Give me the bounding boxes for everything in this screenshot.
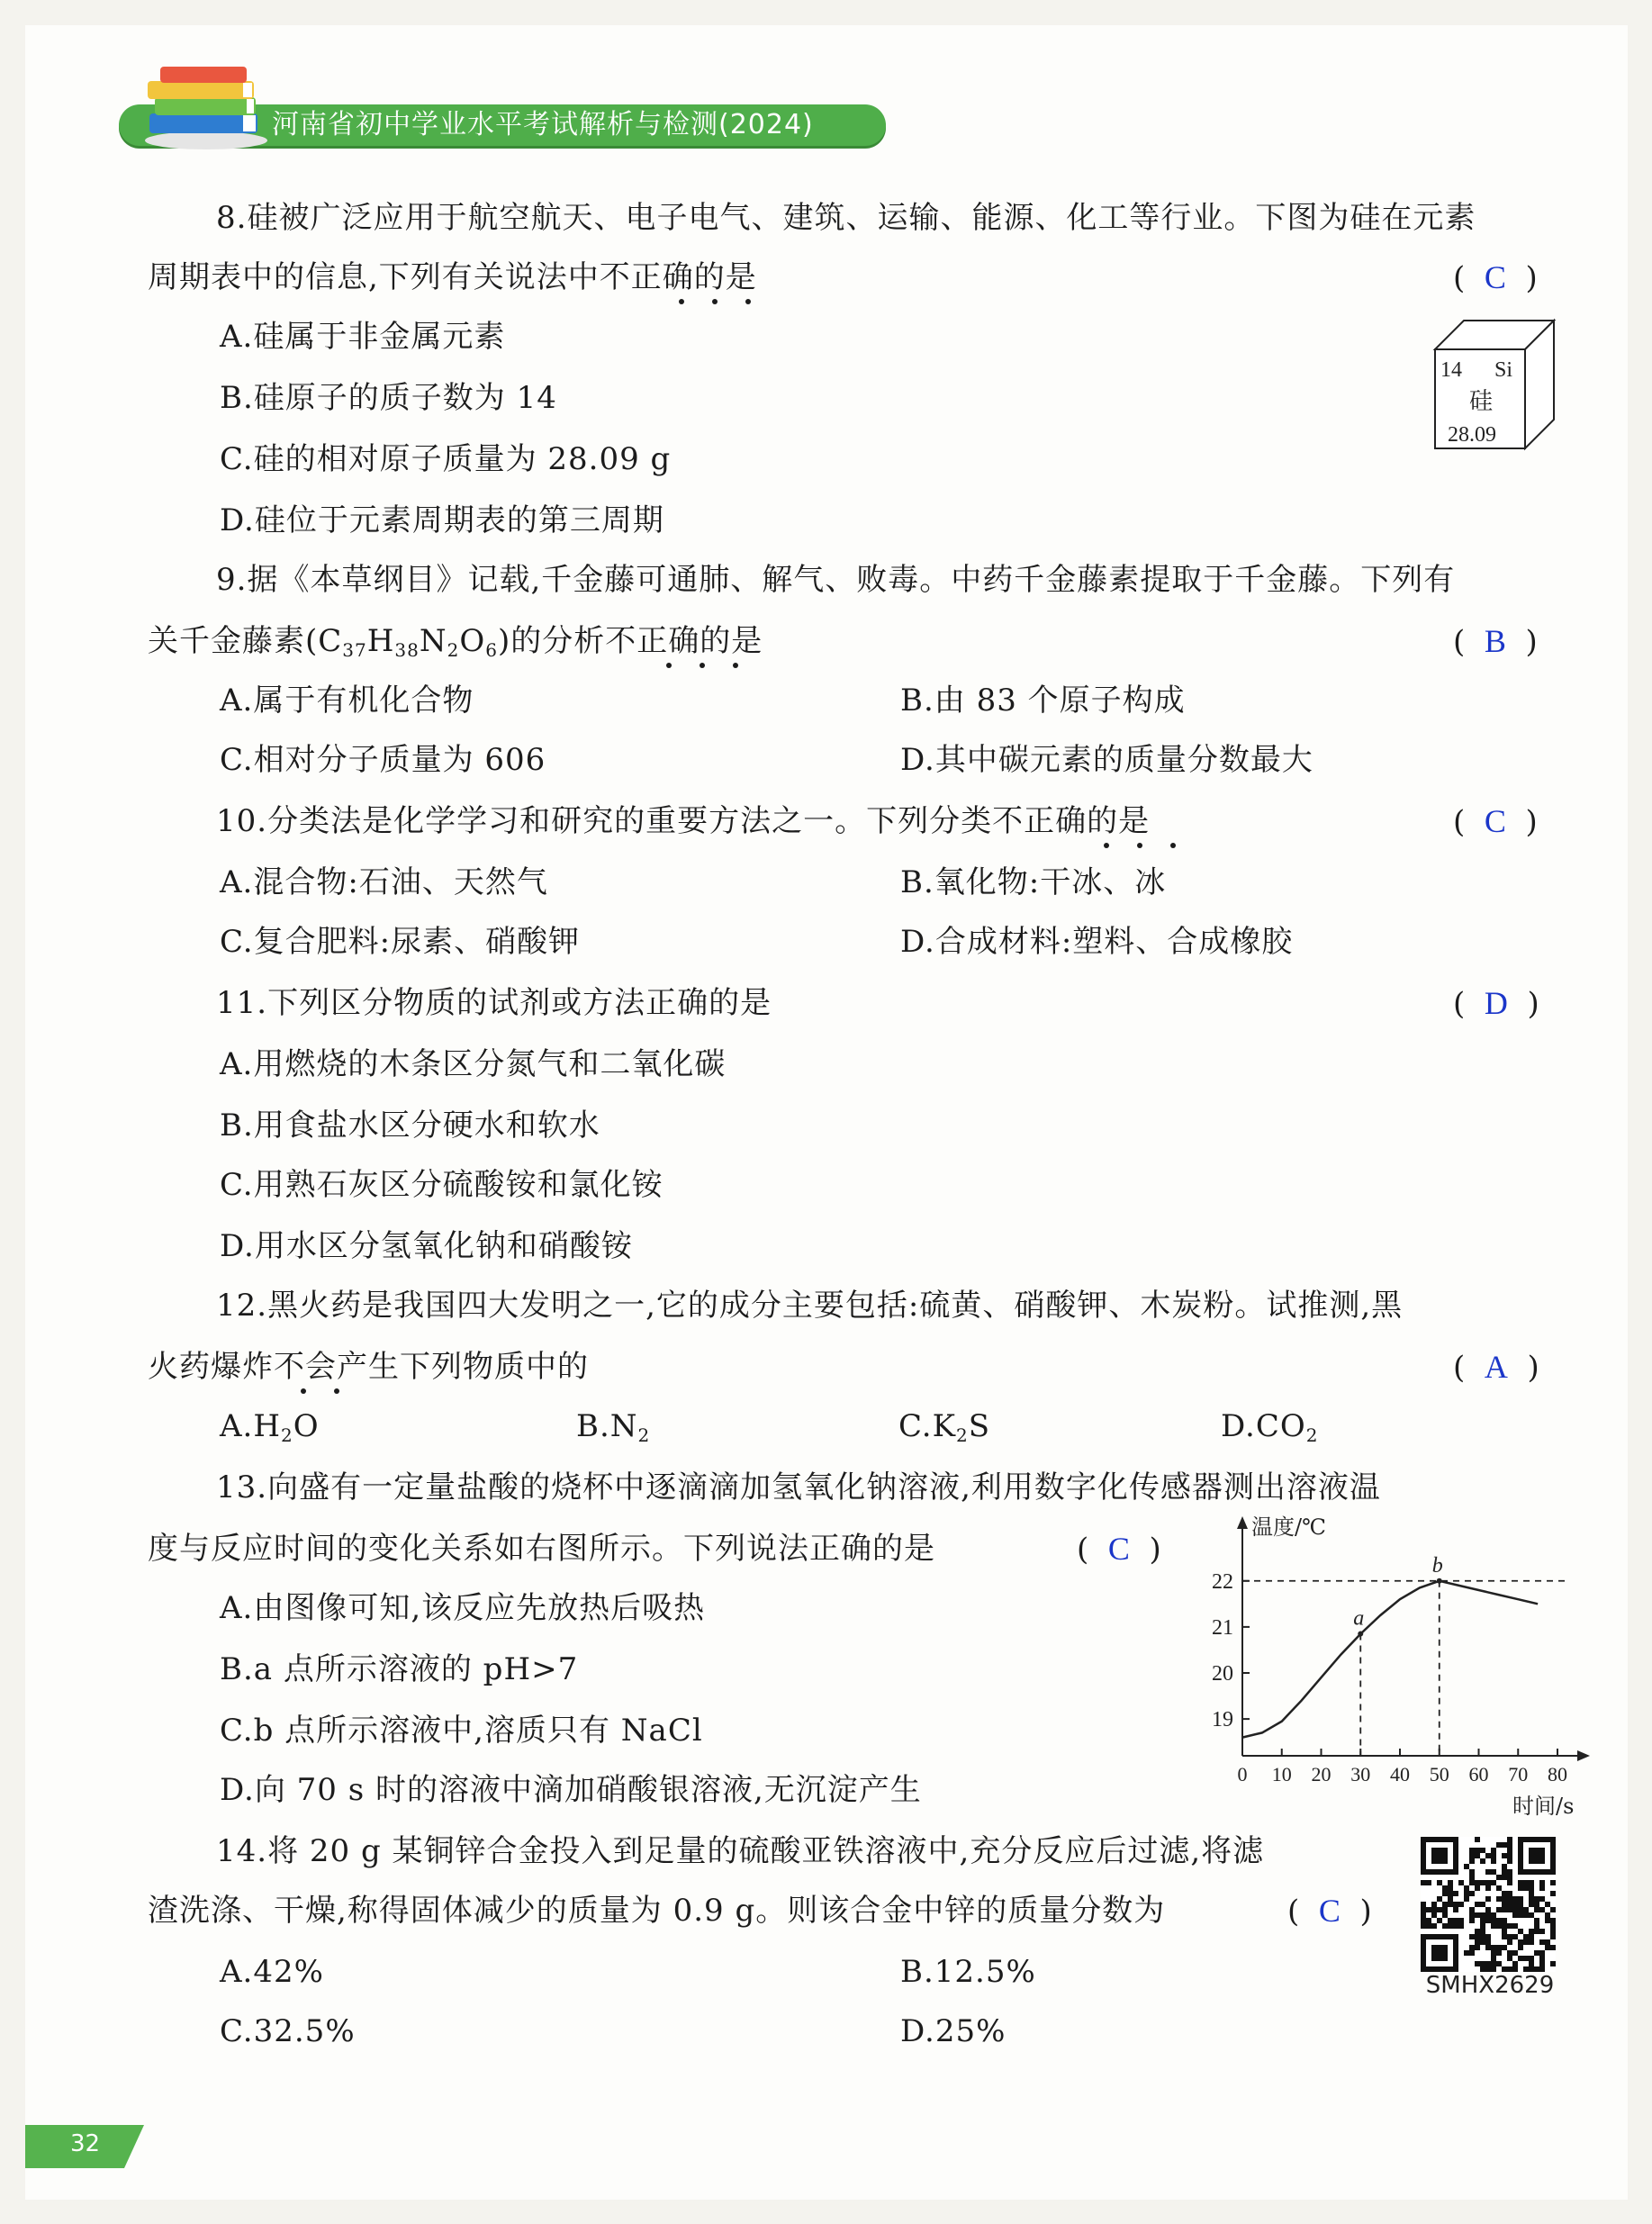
q14-stem-line-1: 14.将 20 g 某铜锌合金投入到足量的硫酸亚铁溶液中,充分反应后过滤,将滤 <box>216 1833 1265 1869</box>
point-marker <box>1437 1578 1442 1584</box>
q11-option-b: B.用食盐水区分硬水和软水 <box>220 1107 600 1144</box>
q10-option-d: D.合成材料:塑料、合成橡胶 <box>900 924 1294 960</box>
emphasis-dot <box>1104 843 1109 848</box>
x-tick-label: 30 <box>1350 1763 1371 1786</box>
element-mass: 28.09 <box>1448 423 1496 447</box>
q13-answer: ( C ) <box>1077 1531 1161 1568</box>
q9-sub-n: 2 <box>447 639 460 661</box>
point-label: a <box>1353 1606 1365 1631</box>
q9-sub-c: 37 <box>342 639 367 661</box>
q9-sub-h: 38 <box>394 639 420 661</box>
q9-option-b: B.由 83 个原子构成 <box>900 683 1186 719</box>
q12-stem-line-2: 火药爆炸不会产生下列物质中的 <box>148 1349 589 1385</box>
x-tick-label: 40 <box>1390 1763 1410 1786</box>
q13-option-d: D.向 70 s 时的溶液中滴加硝酸银溶液,无沉淀产生 <box>220 1772 922 1808</box>
q8-stem-line-2: 周期表中的信息,下列有关说法中不正确的是 <box>148 259 757 295</box>
periodic-element-box <box>1431 317 1557 452</box>
q12-option-c <box>898 1406 990 1446</box>
q12-a-text: A.H <box>220 1408 282 1444</box>
q10-answer: ( C ) <box>1453 803 1538 840</box>
q10-answer-letter: C <box>1484 803 1506 839</box>
emphasis-dot <box>712 299 718 304</box>
emphasis-dot <box>1137 843 1142 848</box>
emphasis-dot <box>334 1388 339 1394</box>
q12-c-end: S <box>968 1408 991 1444</box>
y-tick-label: 19 <box>1212 1708 1233 1732</box>
q14-option-c: C.32.5% <box>220 2013 356 2049</box>
q14-option-a: A.42% <box>220 1954 324 1990</box>
temperature-time-chart <box>1188 1513 1593 1819</box>
q14-answer: ( C ) <box>1287 1893 1372 1930</box>
q8-option-a: A.硅属于非金属元素 <box>220 319 506 355</box>
q11-option-d: D.用水区分氢氧化钠和硝酸铵 <box>220 1228 633 1264</box>
q13-answer-letter: C <box>1107 1531 1130 1567</box>
q10-option-b: B.氧化物:干冰、冰 <box>900 864 1167 900</box>
q13-option-b: B.a 点所示溶液的 pH>7 <box>220 1651 579 1687</box>
emphasis-dot <box>700 663 705 668</box>
q9-answer: ( B ) <box>1453 623 1538 660</box>
q8-answer: ( C ) <box>1453 259 1538 296</box>
q12-option-d <box>1221 1406 1318 1446</box>
q11-answer: ( D ) <box>1453 985 1539 1022</box>
series-line <box>1242 1581 1538 1738</box>
q9-sub-o: 6 <box>485 639 498 661</box>
q14-stem-line-2: 渣洗涤、干燥,称得固体减少的质量为 0.9 g。则该合金中锌的质量分数为 <box>148 1893 1166 1929</box>
emphasis-dot <box>733 663 738 668</box>
element-symbol: Si <box>1494 358 1513 382</box>
x-tick-label: 10 <box>1271 1763 1292 1786</box>
q11-answer-letter: D <box>1484 985 1508 1021</box>
q8-option-c: C.硅的相对原子质量为 28.09 g <box>220 441 672 477</box>
q12-answer-letter: A <box>1484 1349 1508 1385</box>
q12-d-sub: 2 <box>1305 1424 1319 1446</box>
emphasis-dot <box>679 299 684 304</box>
q8-option-d: D.硅位于元素周期表的第三周期 <box>220 502 664 538</box>
q9-text-end: )的分析不正确的是 <box>497 623 763 659</box>
x-tick-label: 20 <box>1311 1763 1332 1786</box>
chart-x-label: 时间/s <box>1512 1794 1575 1819</box>
q13-option-c: C.b 点所示溶液中,溶质只有 NaCl <box>220 1713 703 1749</box>
emphasis-dot <box>666 663 672 668</box>
q9-h: H <box>366 623 395 659</box>
y-axis-arrow <box>1237 1516 1248 1529</box>
q12-stem-line-1: 12.黑火药是我国四大发明之一,它的成分主要包括:硫黄、硝酸钾、木炭粉。试推测,黑 <box>216 1288 1404 1324</box>
q9-option-a: A.属于有机化合物 <box>220 683 474 719</box>
qr-code-icon[interactable] <box>1421 1837 1556 1972</box>
q10-option-a: A.混合物:石油、天然气 <box>220 864 548 900</box>
q13-option-a: A.由图像可知,该反应先放热后吸热 <box>220 1590 706 1626</box>
x-tick-label: 0 <box>1237 1763 1248 1786</box>
q9-option-d: D.其中碳元素的质量分数最大 <box>900 742 1313 778</box>
emphasis-dot <box>301 1388 306 1394</box>
q14-option-b: B.12.5% <box>900 1954 1036 1990</box>
point-label: b <box>1431 1553 1443 1578</box>
q12-option-b <box>576 1406 650 1446</box>
q12-option-a <box>220 1406 320 1446</box>
q9-o: O <box>459 623 486 659</box>
x-tick-label: 50 <box>1429 1763 1449 1786</box>
q10-option-c: C.复合肥料:尿素、硝酸钾 <box>220 924 581 960</box>
q9-answer-letter: B <box>1484 623 1506 659</box>
q12-a-end: O <box>293 1408 320 1444</box>
y-tick-label: 20 <box>1212 1662 1233 1686</box>
q9-n: N <box>419 623 447 659</box>
qr-code-label: SMHX2629 <box>1425 1972 1555 1999</box>
q8-option-b: B.硅原子的质子数为 14 <box>220 380 557 416</box>
q12-a-sub: 2 <box>281 1424 293 1446</box>
q8-stem-line-1: 8.硅被广泛应用于航空航天、电子电气、建筑、运输、能源、化工等行业。下图为硅在元素 <box>216 200 1476 236</box>
q11-option-a: A.用燃烧的木条区分氮气和二氧化碳 <box>220 1046 727 1082</box>
q12-b-sub: 2 <box>637 1424 651 1446</box>
q11-option-c: C.用熟石灰区分硫酸铵和氯化铵 <box>220 1167 664 1203</box>
x-tick-label: 60 <box>1468 1763 1489 1786</box>
q13-stem-line-1: 13.向盛有一定量盐酸的烧杯中逐滴滴加氢氧化钠溶液,利用数字化传感器测出溶液温 <box>216 1469 1381 1505</box>
x-axis-arrow <box>1577 1750 1590 1761</box>
emphasis-dot <box>1170 843 1176 848</box>
chart-y-label: 温度/℃ <box>1251 1514 1326 1540</box>
x-tick-label: 70 <box>1508 1763 1529 1786</box>
q12-answer: ( A ) <box>1453 1349 1539 1386</box>
x-tick-label: 80 <box>1548 1763 1567 1786</box>
q8-answer-letter: C <box>1484 259 1506 295</box>
q11-stem: 11.下列区分物质的试剂或方法正确的是 <box>216 985 772 1021</box>
element-number: 14 <box>1440 358 1462 382</box>
emphasis-dot <box>745 299 751 304</box>
q9-text: 关千金藤素(C <box>148 623 343 659</box>
q10-stem: 10.分类法是化学学习和研究的重要方法之一。下列分类不正确的是 <box>216 803 1151 839</box>
q12-c-text: C.K <box>898 1408 957 1444</box>
point-marker <box>1358 1632 1363 1637</box>
q12-c-sub: 2 <box>956 1424 969 1446</box>
y-tick-label: 21 <box>1212 1615 1233 1640</box>
y-tick-label: 22 <box>1212 1569 1233 1594</box>
q12-b-text: B.N <box>576 1408 638 1444</box>
q9-stem-line-2 <box>148 621 763 661</box>
q14-answer-letter: C <box>1318 1893 1341 1929</box>
header-title: 河南省初中学业水平考试解析与检测(2024) <box>272 109 814 140</box>
page-number: 32 <box>70 2130 101 2157</box>
q9-stem-line-1: 9.据《本草纲目》记载,千金藤可通肺、解气、败毒。中药千金藤素提取于千金藤。下列有 <box>216 562 1456 598</box>
q14-option-d: D.25% <box>900 2013 1007 2049</box>
q12-d-text: D.CO <box>1221 1408 1306 1444</box>
q13-stem-line-2: 度与反应时间的变化关系如右图所示。下列说法正确的是 <box>148 1531 935 1567</box>
element-name: 硅 <box>1469 388 1494 415</box>
q9-option-c: C.相对分子质量为 606 <box>220 742 546 778</box>
